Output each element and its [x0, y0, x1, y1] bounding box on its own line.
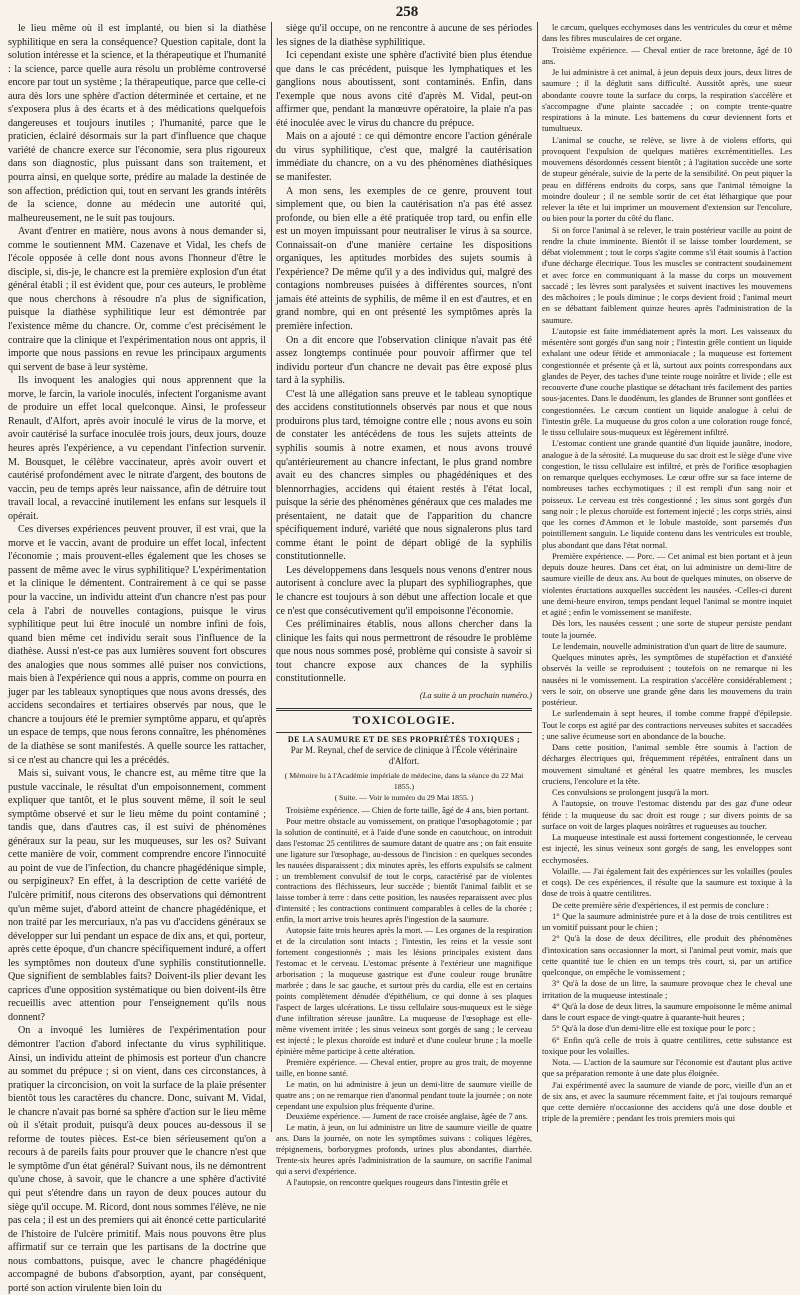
paragraph: Le matin, à jeun, on lui administre un litre de saumure vieille de quatre ans. Dans la journée, on note les symptômes suivans : coliques légères, trépignemens, borborygmes profonds, urines plus abondantes, diarrhée. Trente-six heures après l'administration de la saumure, on sacrifie l'animal qui a servi d'expérience. [276, 1123, 532, 1177]
paragraph: A mon sens, les exemples de ce genre, prouvent tout simplement que, ou bien la cautérisation n'a pas été assez profonde, ou bien elle a été pratiquée trop tard, ou enfin elle est un moyen impuissant pour neutraliser le virus à sa source. Connaissait-on d'une manière certaine les dispositions organiques, les aptitudes morbides des sujets soumis à l'expérience? De même qu'il y a des individus qui, malgré des contagions nombreuses puisées à différentes sources, n'ont jamais été atteints de syphilis, de même il en est d'autres, et en grand nombre, qui en ont présenté les symptômes après la première infection. [276, 185, 532, 333]
byline: Par M. Reynal, chef de service de clinique à l'École vétérinaire d'Alfort. [290, 744, 518, 767]
paragraph: Volaille. — J'ai également fait des expériences sur les volailles (poules et coqs). De ces expériences, il résulte que la saumure est toxique à la dose de trois à quatre centilitres. [542, 865, 792, 899]
article-continuation [276, 22, 532, 686]
paragraph: Le lendemain, nouvelle administration d'un quart de litre de saumure. [552, 640, 787, 651]
paragraph: Deuxième expérience. — Jument de race croisée anglaise, âgée de 7 ans. [286, 1112, 528, 1122]
paragraph: Le surlendemain à sept heures, il tombe comme frappé d'épilepsie. Tout le corps est agité par des contractions nerveuses subites et saccadées ; une salive écumeuse sort en abondance de la bouche. [542, 708, 792, 741]
paragraph: L'animal se couche, se relève, se livre à de violens efforts, qui provoquent l'expulsion de quelques matières excrémentitielles. Les mouvemens désordonnés cessent bientôt ; à l'agitation succède une sorte de stupeur générale, suivie de la perte de la sensibilité. On peut piquer la peau en différens endroits du corps, sans que l'animal témoigne la moindre douleur ; il ne semble sortir de cet état léthargique que pour relever la tête et lui imprimer un mouvement d'extension sur l'encolure, ou bien pour la porter du côté du flanc. [542, 134, 792, 224]
paragraph: Mais si, suivant vous, le chancre est, au même titre que la pustule vaccinale, le résultat d'un empoisonnement, comment expliquer que tantôt, et le plus souvent même, il soit le seul symptôme observé et sur le lieu même du point contaminé ; tandis que, dans d'autres cas, il est suivi de phénomènes généraux sur la peau, sur les muqueuses, sur les os? Suivant cette manière de voir, comment comprendre encore l'innocuité au point de vue de l'infection, du chancre phagédénique simple, ou serpigineux? En effet, à la description de cette variété de l'ulcère primitif, nous citerons des observations qui démontrent qu'un même sujet, d'abord atteint de chancre phagédénique, et non traité par les mercuriaux, n'a pas vu d'accidens généraux se développer sur lui pendant un espace de dix ans, et qui, porteur, après cette époque, d'un chancre spécifiquement induré, a offert les symptômes non douteux d'une syphilis constitutionnelle. Que signifient de semblables faits? Doivent-ils plier devant les caprices d'une opposition systématique ou bien doivent-ils être recueillis avec attention pour l'enseignement qu'ils nous donnent? [8, 768, 266, 1023]
paragraph: De cette première série d'expériences, il est permis de conclure : [552, 899, 769, 910]
column-divider [271, 22, 272, 1132]
paragraph: On a invoqué les lumières de l'expérimentation pour démontrer l'action d'abord infectante du virus syphilitique. Ainsi, un individu atteint de phimosis est porteur d'un chancre au sommet du prépuce ; si on vient, dans ces circonstances, à pratiquer la circoncision, on voit la surface de la plaie présenter bientôt tous les caractères du chancre. Donc, suivant M. Vidal, le chancre n'avait pas borné sa sphère d'action sur le lieu même où il s'était produit, puisqu'à deux pouces au-dessous il se reforme de toutes pièces. Est-ce bien sérieusement qu'on a recours à de pareils faits pour prouver que le chancre n'est que le symptôme d'un état général? Suivant nous, ils ne démontrent qu'une chose, à savoir, que le chancre a une sphère d'activité qui peut s'étendre dans un rayon de deux pouces autour du siège qu'il occupe. M. Ricord, dont nous sommes l'élève, ne nie pas cela ; il est un des premiers qui ait énoncé cette particularité de l'histoire de l'ulcère primitif. Mais nous pouvons être plus affirmatif sur ce terrain que les partisans de la doctrine que nous combattons, puisque, avec le chancre phagédénique accompagné de bubons d'absorption, ayant, par conséquent, porté son action virulente bien loin du [8, 1025, 266, 1294]
paragraph: Le matin, on lui administre à jeun un demi-litre de saumure vieille de quatre ans ; on ne remarque rien d'anormal pendant toute la journée ; on note cependant une expulsion plus fréquente d'urine. [276, 1079, 532, 1111]
paragraph: Mais on a ajouté : ce qui démontre encore l'action générale du virus syphilitique, c'est que, malgré la cautérisation immédiate du chancre, on a vu des phénomènes diathésiques se manifester. [276, 131, 532, 184]
column-divider [537, 22, 538, 1132]
section-divider [276, 708, 532, 711]
paragraph: Autopsie faite trois heures après la mort. — Les organes de la respiration et de la circulation sont intacts ; l'intestin, les reins et la vessie sont fortement congestionnés ; mais les lésions principales existent dans l'estomac et le cerveau. L'estomac présente à l'extérieur une magnifique arborisation ; la muqueuse gastrique est d'une couleur rouge brunâtre marbrée ; dans le sac gauche, et surtout près du cardia, elle est en certains points complètement dénudée d'épithélium, ce qui donne à ses plaques l'aspect de larges ulcérations. Le tissu cellulaire sous-muqueux est le siège d'une infiltration séreuse jaunâtre. La muqueuse de l'œsophage est elle-même vivement irritée ; les sinus veineux sont gorgés de sang ; le cerveau est injecté ; le plexus choroïde est induré et d'une couleur brune ; la moelle épinière même participe à cette altération. [276, 926, 532, 1056]
paragraph: Dans cette position, l'animal semble être soumis à l'action de décharges électriques qui, fréquemment répétées, entraînent dans un mouvement simultané et général les quatre membres, les muscles cruciens, l'encolure et la tête. [542, 742, 792, 786]
paragraph: Première expérience. — Porc. — Cet animal est bien portant et à jeun depuis douze heures. Dans cet état, on lui administre un demi-litre de saumure vieille de deux ans. Au bout de quelques minutes, on observe de violentes éructations auxquelles succèdent les nausées. -Celles-ci durent une demi-heure environ, temps pendant lequel l'animal se montre inquiet et agité ; enfin le vomissement se manifeste. [542, 550, 792, 617]
paragraph: La muqueuse intestinale est aussi fortement congestionnée, le cerveau est injecté, les sinus veineux sont gorgés de sang, les enveloppes sont ecchymosées. [542, 832, 792, 865]
column-1 [8, 22, 266, 1294]
paragraph: C'est là une allégation sans preuve et le tableau synoptique des accidens constitutionnels observés par nous et que nous produirons plus tard, témoigne contre elle ; nous avons eu soin de constater les antécédens de tous les sujets atteints de syphilis soumis à notre examen, et nous avons trouvé qu'antérieurement au chancre infectant, le plus grand nombre avait eu des chancres simples ou phagédéniques et des blennorrhagies, accidens qui étaient restés à l'état local, puisque la série des phénomènes généraux que ces malades me présentaient, ne datait que de l'apparition du chancre spécifiquement induré, variété que nous signalerons plus tard comme étant le point de départ obligé de la syphilis constitutionnelle. [276, 388, 532, 563]
column-3 [542, 22, 792, 1132]
paragraph: J'ai expérimenté avec la saumure de viande de porc, vieille d'un an et de six ans, et avec la saumure récemment faite, et j'ai toujours remarqué que cette dernière n'occasionne des accidens qu'à une dose double et triple de la première ; pendant les trois premiers mois qui [542, 1079, 792, 1124]
paragraph: Pour mettre obstacle au vomissement, on pratique l'œsophagotomie ; par la solution de continuité, et à l'aide d'une sonde en caoutchouc, on introduit dans l'estomac 25 centilitres de saumure datant de quatre ans ; on fait ensuite une ligature sur l'œsophage, au-dessous de l'incision : en quelques secondes les nausées disparaissent ; dix minutes après, les efforts expulsifs se calment ; un tremblement convulsif de tout le corps, caractérisé par de violentes contractions des fléchisseurs, leur succède ; bientôt l'animal faiblit et se laisse tomber à terre : dans cette position, les nausées reparaissent avec plus d'intensité ; les contractions continuent comparables à celles de la chorée ; enfin, la mort arrive trois heures après l'ingestion de la saumure. [276, 816, 532, 925]
memo-note: ( Suite. — Voir le numéro du 29 Mai 1855. ) [334, 792, 474, 802]
paragraph: Les développemens dans lesquels nous venons d'entrer nous autorisent à conclure avec la plupart des syphiliographes, que le chancre est toujours à son début une affection locale et que ce n'est que consécutivement qu'il empoisonne l'économie. [276, 564, 532, 617]
paragraph: 1° Que la saumure administrée pure et à la dose de trois centilitres est un vomitif puissant pour le chien ; [542, 910, 792, 932]
columns-container [8, 22, 792, 1294]
paragraph: Avant d'entrer en matière, nous avons à nous demander si, comme le soutiennent MM. Cazenave et Vidal, les chefs de l'école opposée à celle dont nous avons l'honneur d'être le disciple, si, dis-je, le chancre est la première explosion d'un état général établi ; il est évident que, pour ces auteurs, le problème que nous cherchons à résoudre n'a plus de signification, puisque la diathèse syphilitique leur est démontrée par l'existence même du chancre. Or, comme c'est précisément le contraire que la clinique et l'expérimentation nous ont appris, il importe que nous passions en revue les principaux arguments qui servent de base à leur système. [8, 226, 266, 373]
paragraph: 3° Qu'à la dose de un litre, la saumure provoque chez le cheval une irritation de la muqueuse intestinale ; [542, 978, 792, 1000]
paragraph: 6° Enfin qu'à celle de trois à quatre centilitres, cette substance est toxique pour les volailles. [542, 1034, 792, 1056]
paragraph: Ici cependant existe une sphère d'activité bien plus étendue que dans le cas précédent, puisque les lymphatiques et les ganglions nous aboutissent, sont contaminés. Enfin, dans l'exemple que nous avons cité d'après M. Vidal, peut-on affirmer que, pendant la manœuvre opératoire, la plaie n'a pas été inoculée avec le virus du chancre du prépuce. [276, 50, 532, 129]
section-divider [276, 732, 532, 733]
paragraph: Troisième expérience. — Cheval entier de race bretonne, âgé de 10 ans. [542, 44, 792, 66]
paragraph: 5° Qu'à la dose d'un demi-litre elle est toxique pour le porc ; [552, 1023, 756, 1034]
paragraph: 4° Qu'à la dose de deux litres, la saumure empoisonne le même animal dans le court espace de vingt-quatre à quarante-huit heures ; [542, 1000, 792, 1022]
paragraph: Je lui administre à cet animal, à jeun depuis deux jours, deux litres de saumure ; il la déglutit sans difficulté. Aussitôt après, une sueur abondante couvre toute la surface du corps, la respiration s'accélère et s'accompagne d'une plainte saccadée ; on compte trente-quatre respirations à la minute. Les battemens du cœur deviennent forts et tumultueux. [542, 67, 792, 134]
paragraph: Si on force l'animal à se relever, le train postérieur vacille au point de rendre la chute imminente. Bientôt il se laisse tomber lourdement, se débat violemment ; tout le corps s'agite comme s'il était soumis à l'action d'une décharge électrique. Tous les muscles se contractent soudainement et avec force en communiquant à la masse du corps un mouvement saccadé ; les lèvres sont paralysées et suivent inactives les mouvemens des mâchoires ; le pouls diminue ; le corps devient froid ; l'animal meurt en se débattant faiblement quinze heures après l'administration de la saumure. [542, 224, 792, 325]
paragraph: siège qu'il occupe, on ne rencontre à aucune de ses périodes les signes de la diathèse syphilitique. [276, 23, 532, 48]
paragraph: Dès lors, les nausées cessent ; une sorte de stupeur persiste pendant toute la journée. [542, 618, 792, 640]
paragraph: Ils invoquent les analogies qui nous apprennent que la morve, le farcin, la variole inoculés, infectent l'organisme avant de produire un effet local quelconque. Ainsi, le professeur Renault, d'Alfort, après avoir inoculé le virus de la morve, et avoir cautérisé la surface inoculée trois jours, deux jours, douze heures après l'expérience, a vu cependant l'infection survenir. M. Bousquet, le célèbre vaccinateur, après avoir ouvert et cautérisé profondément avec le nitrate d'argent, des boutons de vaccin, peu de temps après leur naissance, afin de détruire tout travail local, a revacciné inutilement les enfans sur lesquels il opérait. [8, 375, 266, 522]
paragraph: L'estomac contient une grande quantité d'un liquide jaunâtre, inodore, analogue à de la sérosité. La muqueuse du sac droit est le siège d'une vive congestion, le tissu cellulaire est infiltré, et près de l'orifice œsophagien on remarque quelques ecchymoses. Le cœur offre sur sa face interne de nombreuses taches ecchymotiques ; il est rempli d'un sang noir et poisseux. Le cerveau est très congestionné ; les sinus sont gorgés d'un sang noir ; le plexus choroïde est fortement injecté ; les corps striés, ainsi que les cornes d'Ammon et le lobule mastoïde, sont parsemés d'un pointillement sanguin. Le liquide contenu dans les ventricules est trouble, plus abondant que dans l'état normal. [542, 438, 792, 550]
paragraph: A l'autopsie, on trouve l'estomac distendu par des gaz d'une odeur fétide : la muqueuse du sac droit est rouge ; sur divers points de sa surface on voit de larges plaques noirâtres et rugueuses au toucher. [542, 798, 792, 831]
paragraph: le cæcum, quelques ecchymoses dans les ventricules du cœur et même dans les fibres musculaires de cet organe. [542, 22, 792, 44]
paragraph: A l'autopsie, on rencontre quelques rougeurs dans l'intestin grêle et [286, 1178, 508, 1188]
page-number: 258 [395, 4, 419, 20]
paragraph: Première expérience. — Cheval entier, propre au gros trait, de moyenne taille, en bonne santé. [276, 1057, 532, 1078]
toxicology-article [276, 806, 532, 1189]
paragraph: L'autopsie est faite immédiatement après la mort. Les vaisseaux du mésentère sont gorgés d'un sang noir ; l'intestin grêle contient un liquide exhalant une odeur fétide et ammoniacale ; la muqueuse est fortement congestionnée et présente çà et là, surtout aux points correspondans aux glandes de Peyer, des taches d'une teinte rouge noirâtre et livide ; elle est recouverte d'une couche plastique se détachant très facilement des parties sous-jacentes. Dans le duodénum, les glandes de Brunner sont gonflées et congestionnées. Le cæcum contient un liquide analogue à celui de l'intestin grêle. La muqueuse du gros colon a une coloration rouge foncé, le tissu cellulaire sous-muqueux est légèrement infiltré. [542, 325, 792, 437]
paragraph: Ces convulsions se prolongent jusqu'à la mort. [552, 787, 709, 797]
paragraph: Quelques minutes après, les symptômes de stupéfaction et d'anxiété observés la veille se reproduisent ; toutefois on ne remarque ni les nausées ni le vomissement. La respiration s'accélère considérablement ; vers le soir, on observe une grande gêne dans les mouvemens du train postérieur. [542, 652, 792, 707]
column-2 [276, 22, 532, 1188]
continued-note: (La suite à un prochain numéro.) [419, 689, 532, 700]
article-title: DE LA SAUMURE ET DE SES PROPRIÉTÉS TOXIQUES ; [287, 734, 521, 744]
paragraph: Troisième expérience. — Chien de forte taille, âgé de 4 ans, bien portant. [286, 805, 529, 815]
paragraph: Ces préliminaires établis, nous allons chercher dans la clinique les faits qui nous permettront de résoudre le problème que nous nous sommes posé, problème qui consiste à savoir si tout chancre expose aux chances de la syphilis constitutionnelle. [276, 619, 532, 685]
paragraph: Ces diverses expériences peuvent prouver, il est vrai, que la morve et le vaccin, avant de produire un effet local, infectent l'économie ; mais prouvent-elles également que les choses se passent de même avec le virus syphilitique? L'expérimentation et la clinique le démentent. Contrairement à ce qui se passe pour la vaccine, un individu atteint d'un chancre n'est pas pour cela à l'abri de nouvelles contagions, puisque le virus syphilitique peut lui être inoculé un nombre infini de fois, quand bien même cet individu serait sous l'influence de la diathèse. Aussi n'est-ce pas aux lumières souvent fort obscures des analogies que nous sommes allé puiser nos convictions, mais bien à l'expérience qui nous a appris, comme on pourra en juger par les tableaux synoptiques que nous avons dressés, des accidens secondaires et tertiaires observés par nous, que le chancre a toujours été le premier symptôme apparu, et qu'après un espace de temps, que nous ferons connaître, les phénomènes de la diathèse se sont manifestés. A quelle source les rattacher, si ce n'est au chancre qui les a précédés. [8, 524, 266, 766]
paragraph: Nota. — L'action de la saumure sur l'économie est d'autant plus active que sa préparation remonte à une date plus éloignée. [542, 1057, 792, 1079]
paragraph: 2° Qu'à la dose de deux décilitres, elle produit des phénomènes d'intoxication sans occasionner la mort, si l'animal peut vomir, mais que cette quantité tue le chien en un temps très court, si, par un artifice quelconque, on empêche le vomissement ; [542, 933, 792, 977]
section-title: TOXICOLOGIE. [352, 712, 456, 727]
paragraph: On a dit encore que l'observation clinique n'avait pas été assez longtemps continuée pour pouvoir affirmer que tel individu porteur d'un chancre ne devait pas être exposé plus tard à la syphilis. [276, 334, 532, 387]
memo-note: ( Mémoire lu à l'Académie impériale de médecine, dans la séance du 22 Mai 1855.) [284, 770, 524, 791]
paragraph: le lieu même où il est implanté, ou bien si la diathèse syphilitique en sera la conséquence? Question capitale, dont la solution intéresse et la science, et la thérapeutique et l'humanité : la science, parce quelle aura résolu un problème controversé encore par tout un système ; la thérapeutique, parce que celle-ci aura dès lors une sphère d'action déterminée et certaine, et ne s'exposera plus à des écarts et à des médications quelquefois dangereuses et toujours inutiles ; l'humanité, parce que le praticien, éclairé désormais sur la part d'influence que chaque variété de chancre exerce sur l'économie, sera plus rigoureux dans son diagnostic, plus puissant dans son traitement, et pourra ainsi, en quelque sorte, prédire au malade la destinée de son affection, prédiction qui, tout en servant les grands intérêts de la science, donne au médecin une autorité qui, malheureusement, ne le suit pas toujours. [8, 23, 266, 224]
